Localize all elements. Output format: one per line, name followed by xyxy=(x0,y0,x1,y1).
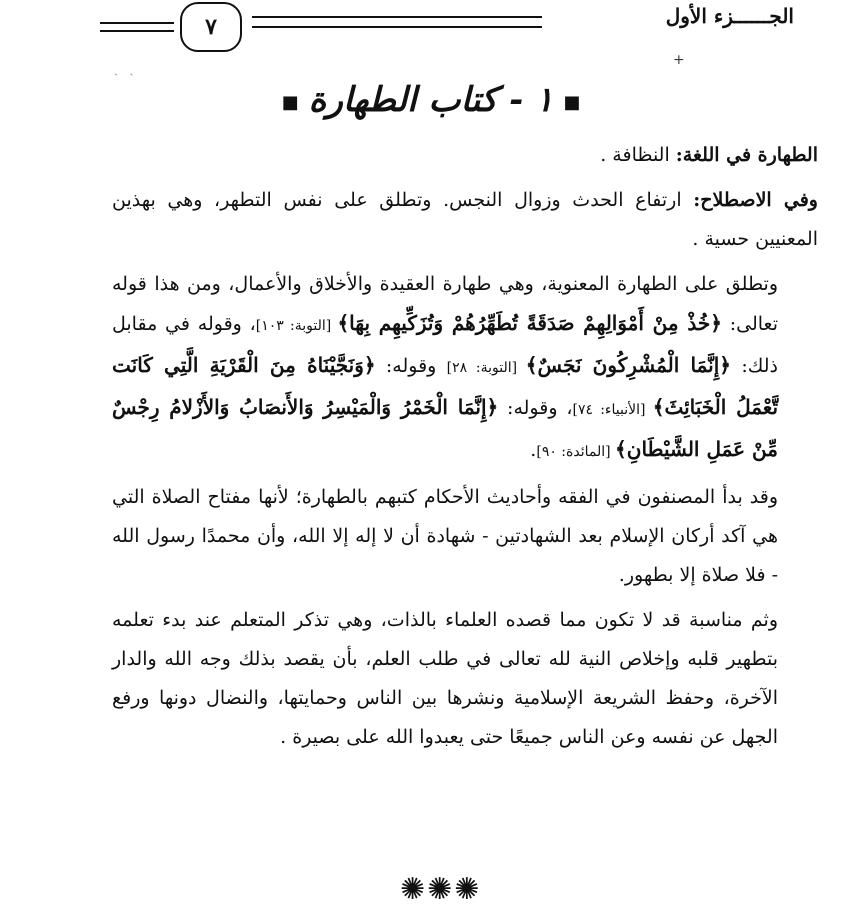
definition-term: الطهارة في اللغة: xyxy=(675,144,818,166)
page-number: ٧ xyxy=(180,2,242,52)
paragraph-text: ، وقوله في مقابل ذلك: xyxy=(112,313,778,377)
definition-text: النظافة . xyxy=(600,144,676,166)
header-rule-right-top xyxy=(252,16,542,18)
paragraph-5: وثم مناسبة قد لا تكون مما قصده العلماء بالذات، وهي تذكر المتعلم عند بدء تعلمه بتطهير قلبه وإخلاص النية لله تعالى في طلب العلم، بأن يقصد بذلك وجه الله والدار الآخرة، وحفظ الشريعة الإسلامية ونشرها بين الناس وحمايتها، والنضال دونها ورفع الجهل عن نفسه وعن الناس جميعًا حتى يعبدوا الله على بصيرة . xyxy=(112,609,778,748)
quran-verse: ﴿إِنَّمَا الْمُشْرِكُونَ نَجَسٌ﴾ xyxy=(525,353,732,377)
quran-verse: ﴿إِنَّمَا الْخَمْرُ وَالْمَيْسِرُ وَالأَنصَابُ وَالأَزْلامُ رِجْسٌ مِّنْ عَمَلِ الشَّيْطَانِ﴾ xyxy=(112,395,778,461)
verse-reference: [الأنبياء: ٧٤] xyxy=(572,402,653,418)
quran-verse: ﴿خُذْ مِنْ أَمْوَالِهِمْ صَدَقَةً تُطَهِّرُهُمْ وَتُزَكِّيهِم بِهَا﴾ xyxy=(337,311,722,335)
running-head: الجــــــزء الأول xyxy=(665,4,794,28)
verse-reference: [التوبة: ١٠٣] xyxy=(255,318,338,334)
section-end-ornament-icon: ✺✺✺ xyxy=(400,872,482,907)
chapter-title-text: ١ - كتاب الطهارة xyxy=(308,80,554,120)
paragraph-text: . xyxy=(530,439,537,461)
verse-reference: [التوبة: ٢٨] xyxy=(446,360,526,376)
crop-mark-icon: + xyxy=(673,52,685,68)
paragraph-text: ، وقوله: xyxy=(498,397,573,419)
paragraph-4: وقد بدأ المصنفون في الفقه وأحاديث الأحكام كتبهم بالطهارة؛ لأنها مفتاح الصلاة التي هي آكد أركان الإسلام بعد الشهادتين - شهادة أن لا إله إلا الله، وأن محمدًا رسول الله - فلا صلاة إلا بطهور. xyxy=(112,486,778,586)
header-rule-right-bottom xyxy=(252,26,542,28)
paragraph-2 xyxy=(112,181,818,259)
chapter-title xyxy=(0,80,862,120)
page-header xyxy=(0,0,862,70)
title-marker-right: ■ xyxy=(563,91,581,113)
paragraph-3 xyxy=(112,265,818,472)
verse-reference: [المائدة: ٩٠] xyxy=(536,444,616,460)
paragraph-1 xyxy=(112,136,818,175)
definition-text: ارتفاع الحدث وزوال النجس. وتطلق على نفس التطهر، وهي بهذين المعنيين حسية . xyxy=(112,189,818,250)
title-marker-left: ■ xyxy=(281,91,299,113)
header-rule-left-top xyxy=(100,22,174,24)
scan-marks: ˏ ˎ xyxy=(114,62,134,76)
definition-term: وفي الاصطلاح: xyxy=(693,189,818,211)
paragraph-text: وتطلق على الطهارة المعنوية، وهي طهارة العقيدة والأخلاق والأعمال، ومن هذا قوله تعالى: xyxy=(112,273,778,335)
body-text xyxy=(112,136,818,763)
quran-verse: ﴿وَنَجَّيْنَاهُ مِنَ الْقَرْيَةِ الَّتِي كَانَت تَّعْمَلُ الْخَبَائِثَ﴾ xyxy=(112,353,779,419)
paragraph-text: وقوله: xyxy=(375,355,447,377)
header-rule-left-bottom xyxy=(100,30,174,32)
